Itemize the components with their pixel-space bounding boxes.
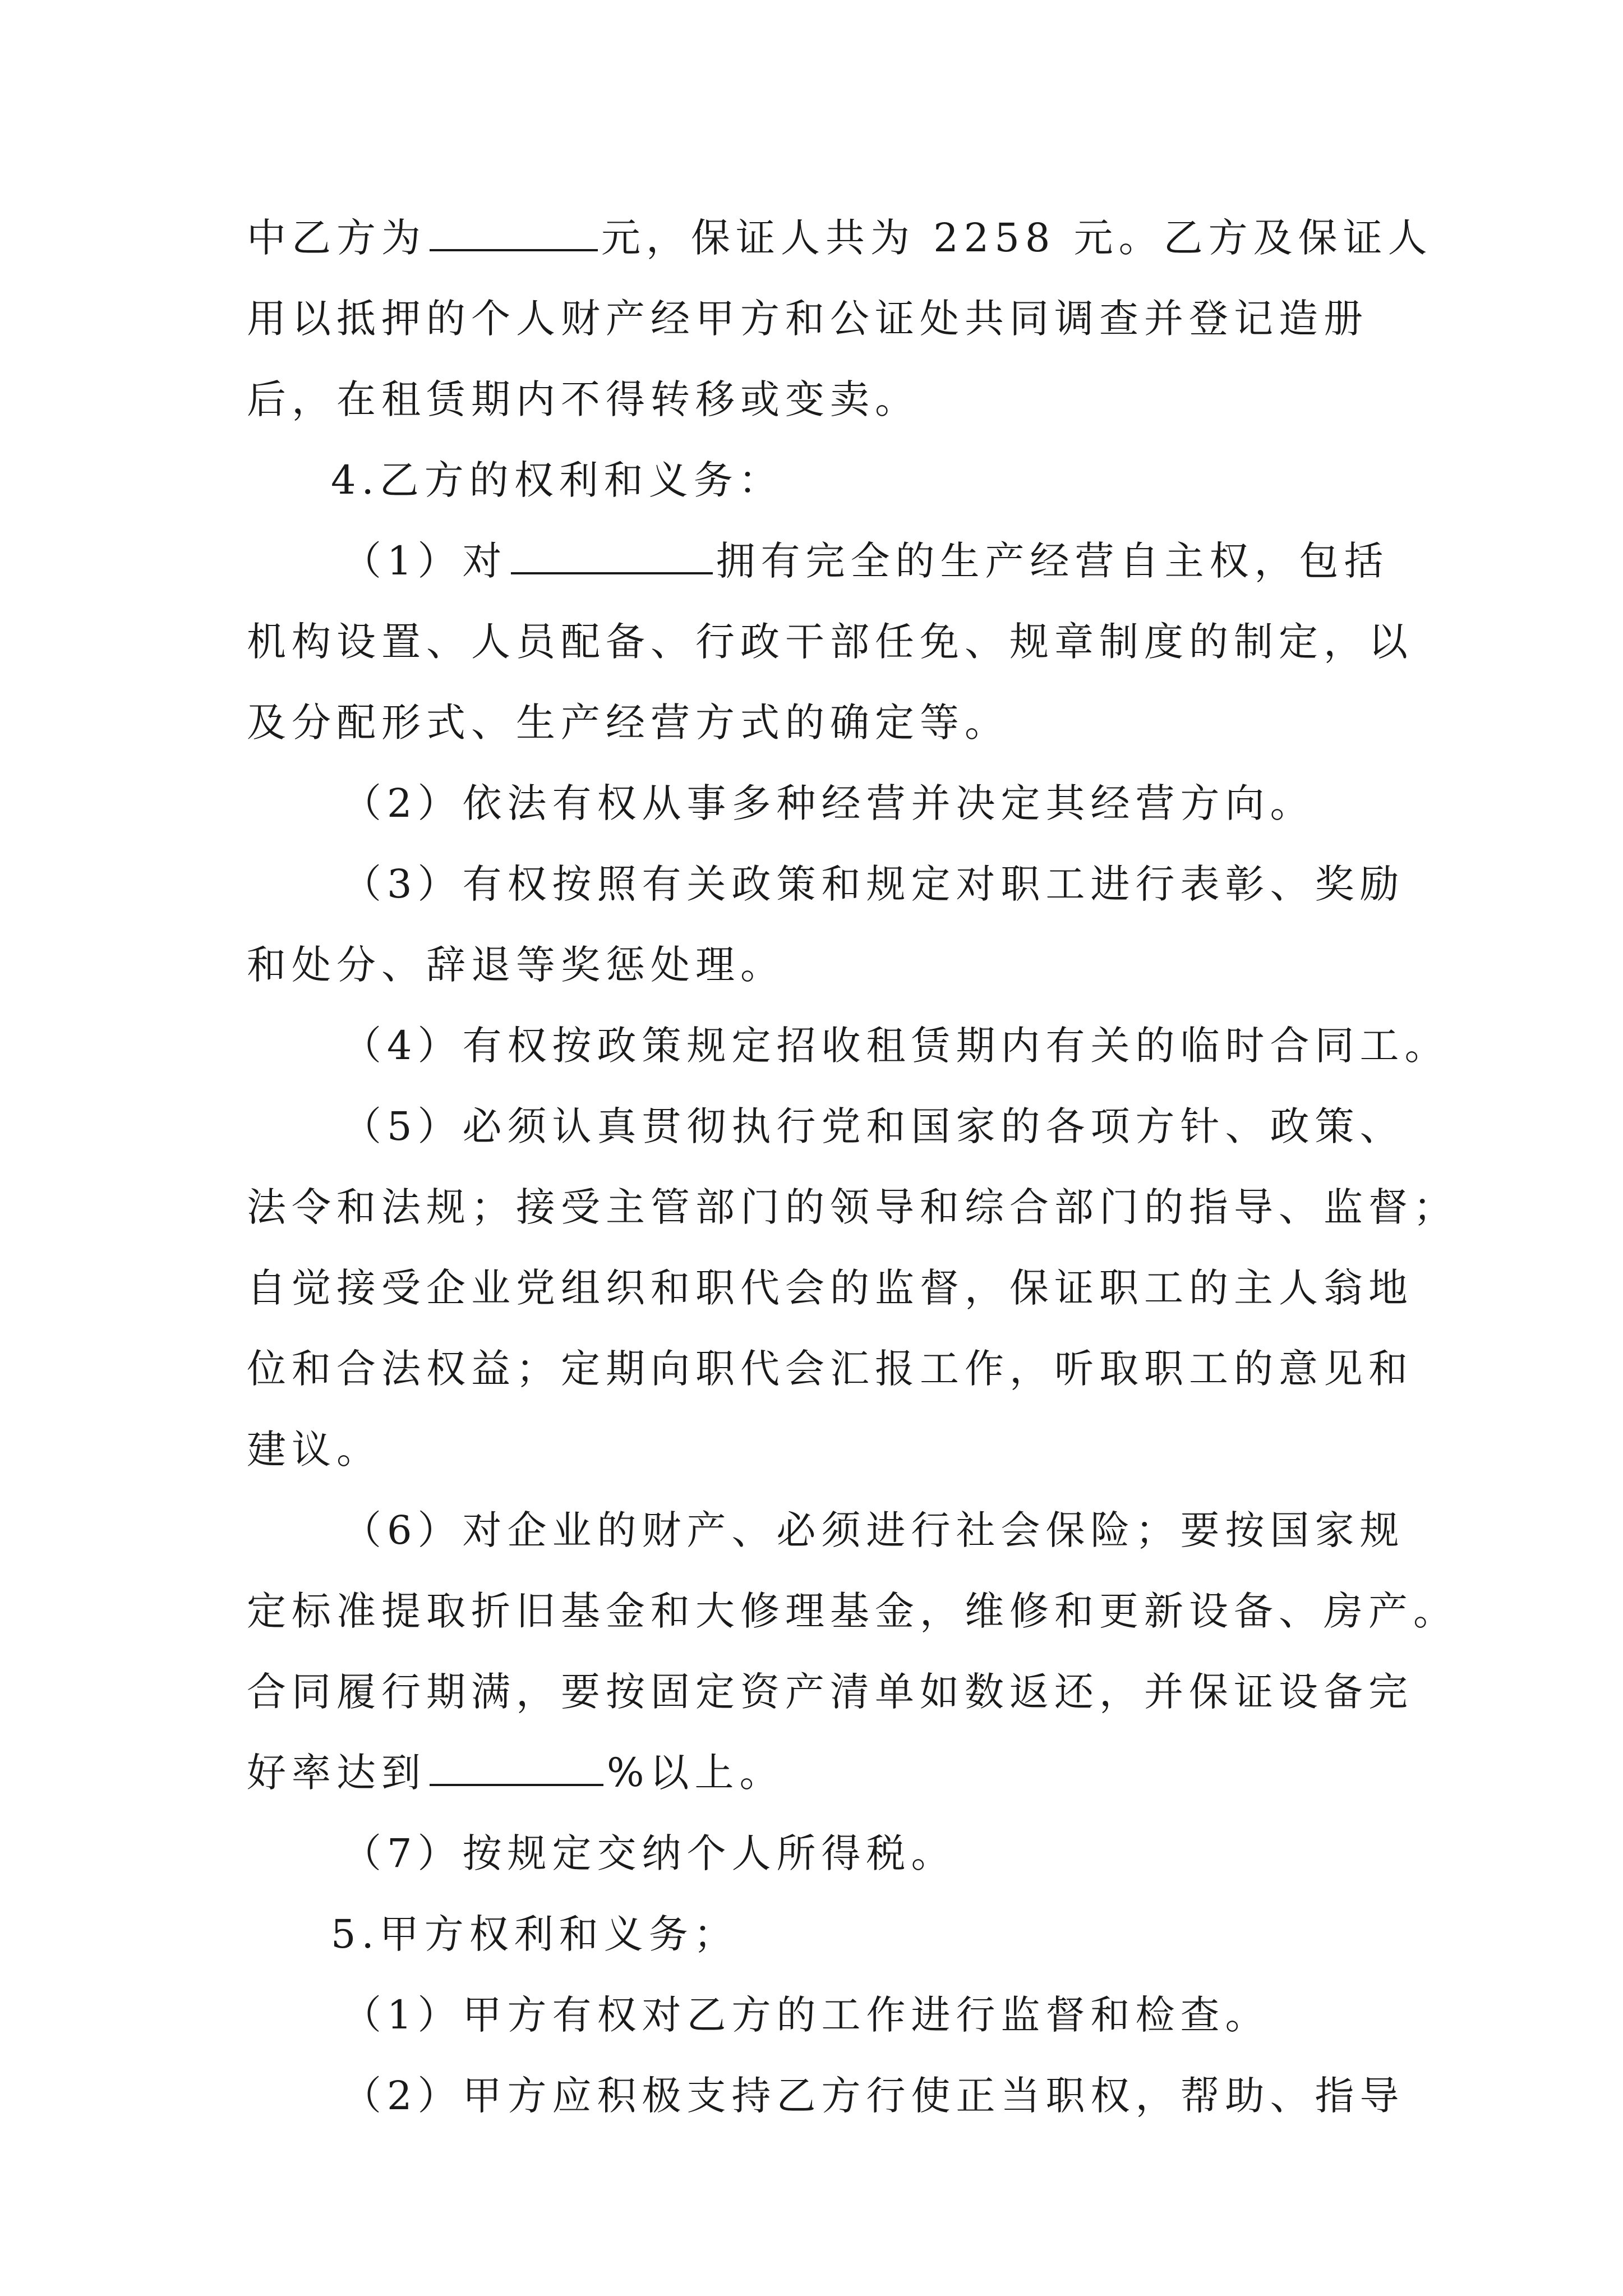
text-line: 位和合法权益；定期向职代会汇报工作，听取职工的意见和 bbox=[247, 1346, 1413, 1392]
text-line: 及分配形式、生产经营方式的确定等。 bbox=[247, 700, 1009, 746]
text-line: （6）对企业的财产、必须进行社会保险；要按国家规 bbox=[342, 1507, 1405, 1553]
text-line: 法令和法规；接受主管部门的领导和综合部门的指导、监督； bbox=[247, 1184, 1458, 1230]
text-segment: 中乙方为 bbox=[247, 215, 426, 261]
text-line: 用以抵押的个人财产经甲方和公证处共同调查并登记造册 bbox=[247, 296, 1368, 342]
text-line: 机构设置、人员配备、行政干部任免、规章制度的制定，以 bbox=[247, 619, 1413, 665]
text-line: （4）有权按政策规定招收租赁期内有关的临时合同工。 bbox=[342, 1023, 1450, 1069]
text-line bbox=[247, 197, 1433, 278]
text-line: （1）甲方有权对乙方的工作进行监督和检查。 bbox=[342, 1992, 1270, 2038]
text-segment: 元，保证人共为 2258 元。乙方及保证人 bbox=[601, 215, 1433, 261]
text-line: 定标准提取折旧基金和大修理基金，维修和更新设备、房产。 bbox=[247, 1588, 1458, 1634]
text-line: （2）甲方应积极支持乙方行使正当职权，帮助、指导 bbox=[342, 2073, 1405, 2119]
text-line: 后，在租赁期内不得转移或变卖。 bbox=[247, 376, 920, 422]
blank-field bbox=[430, 213, 598, 251]
text-line: 自觉接受企业党组织和职代会的监督，保证职工的主人翁地 bbox=[247, 1265, 1413, 1311]
text-line: （7）按规定交纳个人所得税。 bbox=[342, 1830, 956, 1876]
text-segment: %以上。 bbox=[607, 1750, 785, 1796]
section-5-title: 5.甲方权利和义务； bbox=[331, 1911, 739, 1957]
blank-field bbox=[511, 536, 713, 574]
text-line: （2）依法有权从事多种经营并决定其经营方向。 bbox=[342, 780, 1315, 826]
section-4-title: 4.乙方的权利和义务： bbox=[331, 457, 783, 503]
text-line: 建议。 bbox=[247, 1427, 381, 1473]
blank-field bbox=[430, 1748, 603, 1786]
document-body bbox=[247, 197, 1458, 2136]
text-line: 合同履行期满，要按固定资产清单如数返还，并保证设备完 bbox=[247, 1669, 1413, 1715]
text-line: （5）必须认真贯彻执行党和国家的各项方针、政策、 bbox=[342, 1103, 1405, 1149]
text-line: 和处分、辞退等奖惩处理。 bbox=[247, 942, 785, 988]
text-line bbox=[247, 1732, 1391, 1813]
text-line: （3）有权按照有关政策和规定对职工进行表彰、奖励 bbox=[342, 861, 1405, 907]
text-line bbox=[247, 521, 1391, 601]
text-segment: 拥有完全的生产经营自主权，包括 bbox=[716, 538, 1389, 584]
text-segment: （1）对 bbox=[342, 538, 508, 584]
text-segment: 好率达到 bbox=[247, 1750, 426, 1796]
